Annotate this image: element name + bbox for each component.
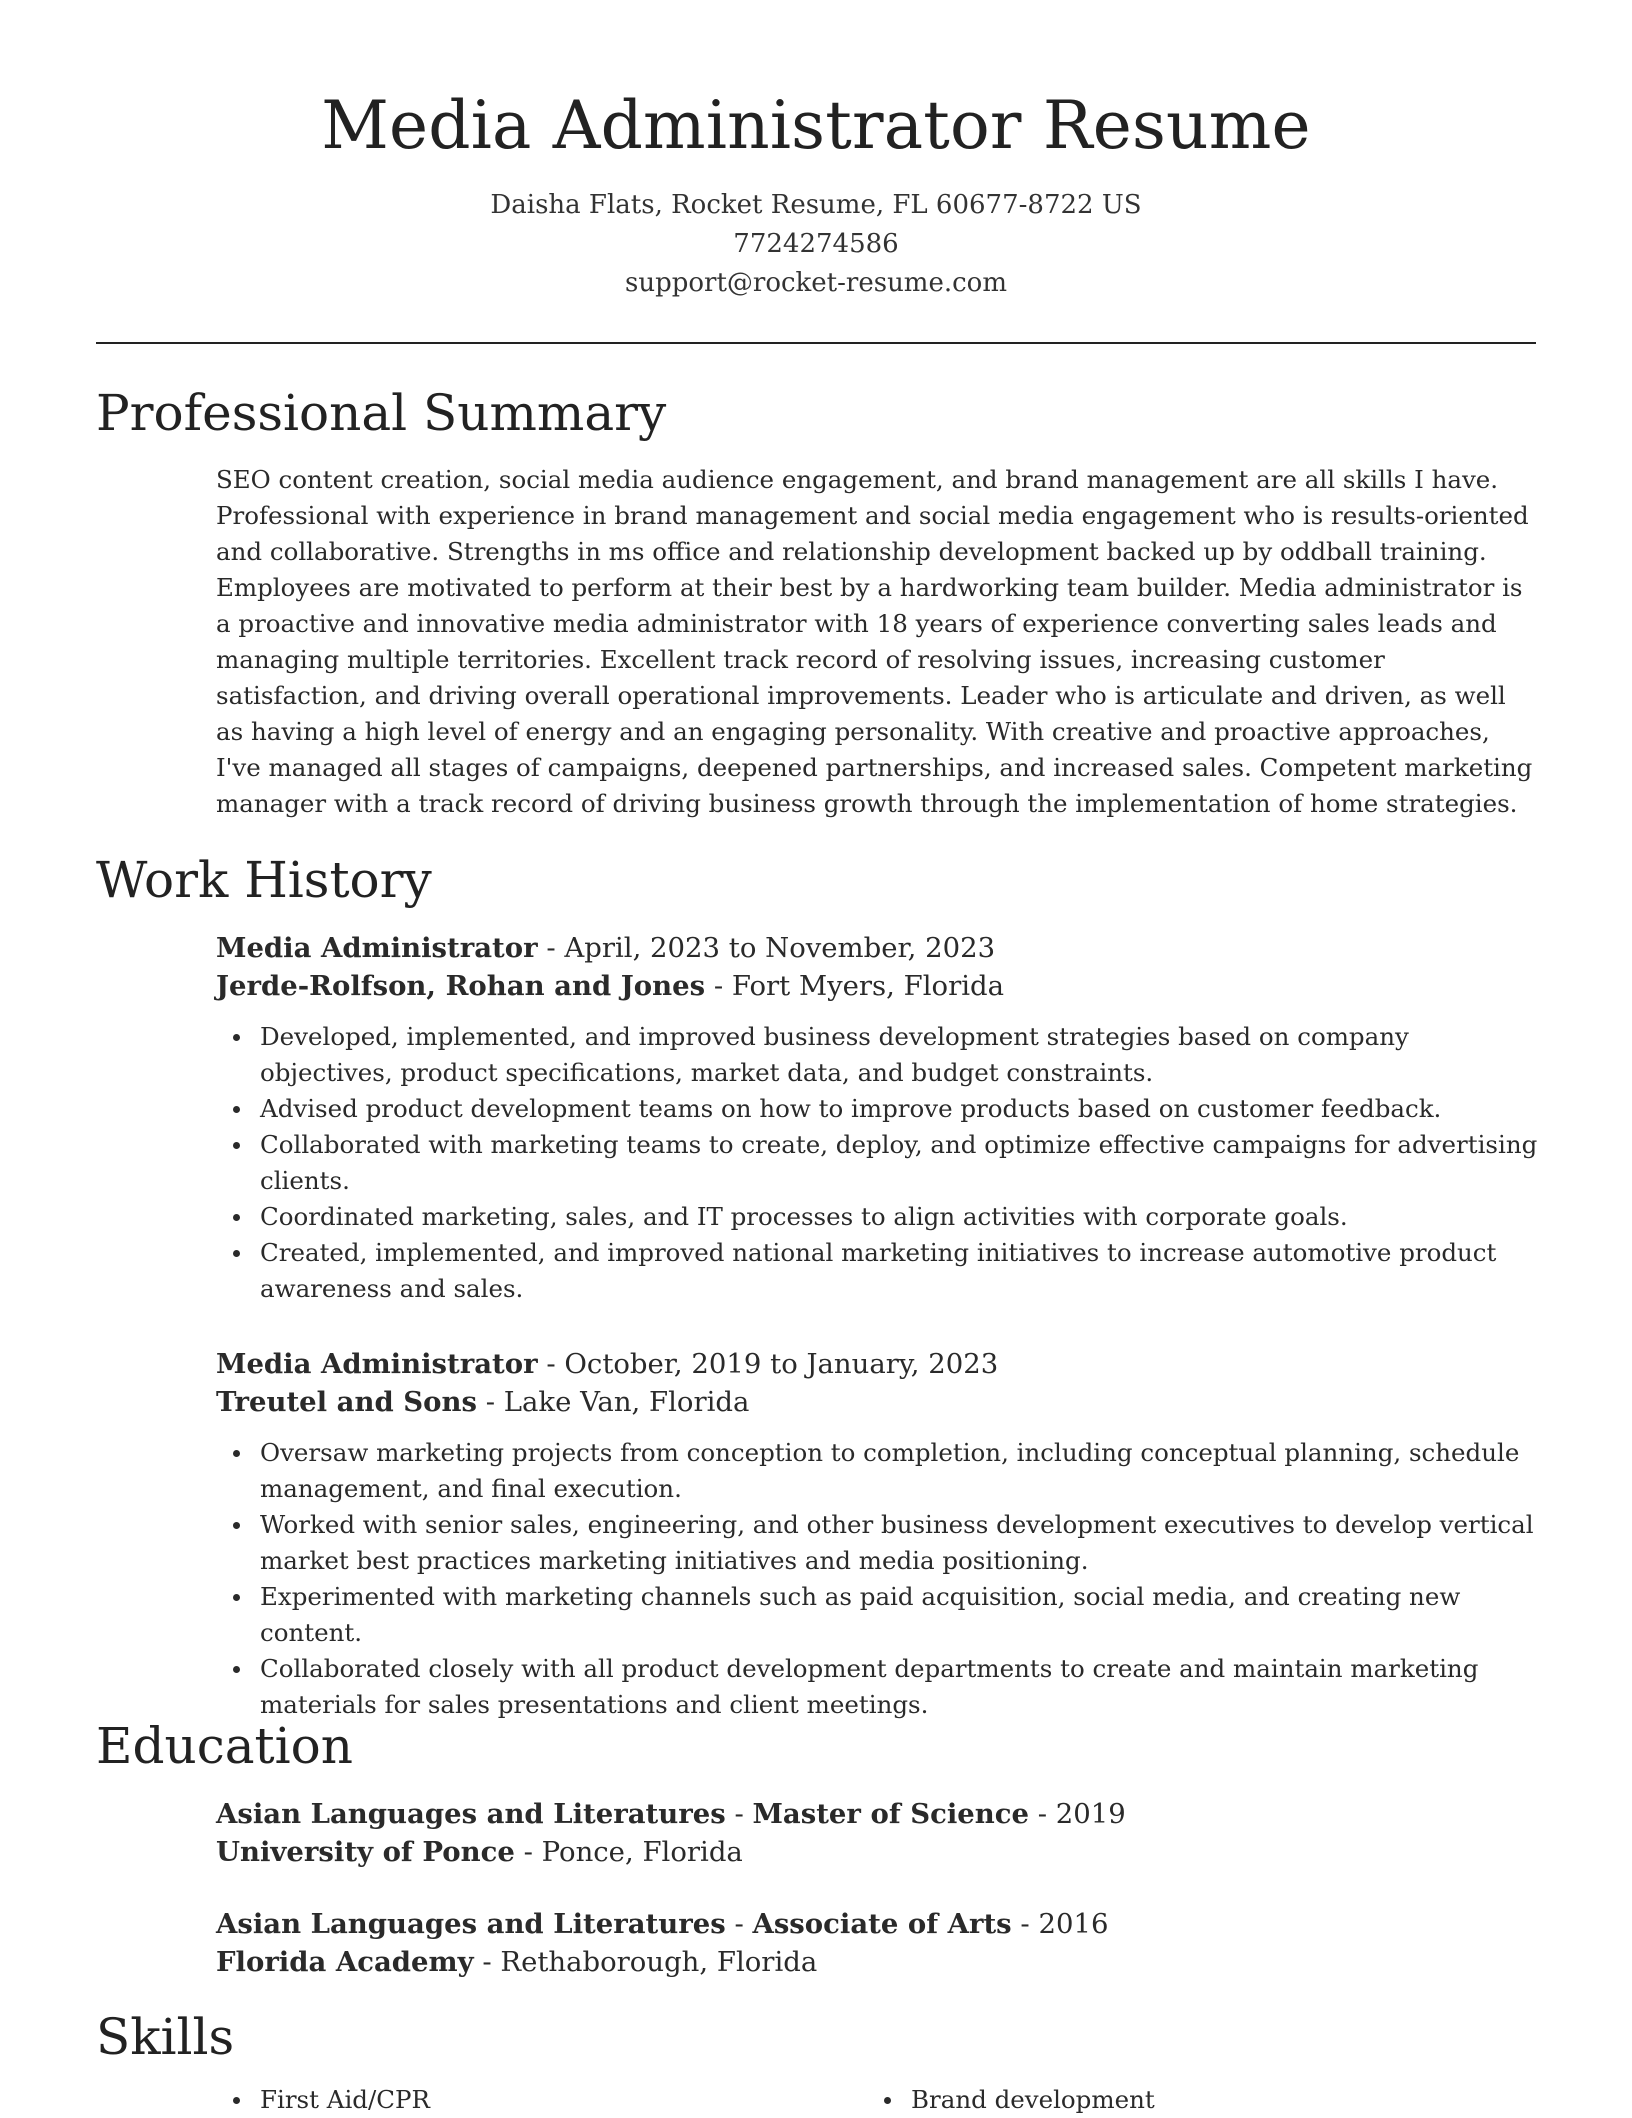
skills-heading: Skills — [96, 2008, 235, 2066]
education-school-line: University of Ponce - Ponce, Florida — [216, 1836, 743, 1868]
job-title-line: Media Administrator - October, 2019 to January, 2023 — [216, 1348, 999, 1380]
job-bullet: Coordinated marketing, sales, and IT processes to align activities with corporate goals. — [260, 1199, 1538, 1235]
education-year: 2016 — [1038, 1908, 1109, 1940]
summary-section — [216, 462, 1538, 822]
job-bullets — [216, 1435, 1538, 1723]
skills-bullets — [867, 2082, 1155, 2118]
contact-phone: 7724274586 — [733, 229, 899, 259]
job-company-line: Treutel and Sons - Lake Van, Florida — [216, 1386, 750, 1418]
education-degree: Master of Science — [752, 1798, 1030, 1830]
job-company: Treutel and Sons — [216, 1386, 477, 1418]
education-location: Rethaborough, Florida — [500, 1946, 818, 1978]
job-title: Media Administrator — [216, 1348, 538, 1380]
skills-column-left — [216, 2082, 430, 2118]
job-bullet: Collaborated with marketing teams to create, deploy, and optimize effective campaigns for advertising clients. — [260, 1127, 1538, 1199]
skills-bullets — [216, 2082, 430, 2118]
job-location: Lake Van, Florida — [503, 1386, 750, 1418]
job-bullet: Worked with senior sales, engineering, and other business development executives to develop vertical market best practices marketing initiatives and media positioning. — [260, 1507, 1538, 1579]
education-entry — [216, 1905, 1538, 1981]
job-title-line: Media Administrator - April, 2023 to November, 2023 — [216, 932, 996, 964]
education-degree-line: Asian Languages and Literatures - Master of Science - 2019 — [216, 1798, 1126, 1830]
education-school-line: Florida Academy - Rethaborough, Florida — [216, 1946, 818, 1978]
skill-item: Brand development — [911, 2082, 1155, 2118]
education-field: Asian Languages and Literatures — [216, 1798, 726, 1830]
job-title: Media Administrator — [216, 932, 538, 964]
job-bullet: Created, implemented, and improved national marketing initiatives to increase automotive product awareness and sales. — [260, 1235, 1538, 1307]
education-school: Florida Academy — [216, 1946, 474, 1978]
job-bullet: Experimented with marketing channels such as paid acquisition, social media, and creating new content. — [260, 1579, 1538, 1651]
education-heading: Education — [96, 1717, 353, 1775]
education-year: 2019 — [1055, 1798, 1126, 1830]
header-divider — [96, 342, 1536, 344]
education-school: University of Ponce — [216, 1836, 515, 1868]
job-bullets — [216, 1019, 1538, 1307]
education-field: Asian Languages and Literatures — [216, 1908, 726, 1940]
education-entry — [216, 1795, 1538, 1871]
job-bullet: Developed, implemented, and improved business development strategies based on company objectives, product specifications, market data, and budget constraints. — [260, 1019, 1538, 1091]
summary-text: SEO content creation, social media audience engagement, and brand management are all skills I have. Professional with experience in brand management and social media engagement who is results-oriented and collaborative. Strengths in ms office and relationship development backed up by oddball training. Employees are motivated to perform at their best by a hardworking team builder. Media administrator is a proactive and innovative media administrator with 18 years of experience converting sales leads and managing multiple territories. Excellent track record of resolving issues, increasing customer satisfaction, and driving overall operational improvements. Leader who is articulate and driven, as well as having a high level of energy and an engaging personality. With creative and proactive approaches, I've managed all stages of campaigns, deepened partnerships, and increased sales. Competent marketing manager with a track record of driving business growth through the implementation of home strategies. — [216, 465, 1533, 818]
job-company: Jerde-Rolfson, Rohan and Jones — [216, 970, 706, 1002]
contact-email: support@rocket-resume.com — [624, 268, 1007, 298]
job-dates: April, 2023 to November, 2023 — [564, 932, 996, 964]
contact-info — [96, 186, 1536, 303]
job-entry — [216, 929, 1538, 1307]
job-dates: October, 2019 to January, 2023 — [564, 1348, 999, 1380]
resume-title: Media Administrator Resume — [321, 87, 1311, 164]
skills-column-right — [867, 2082, 1155, 2118]
job-entry — [216, 1345, 1538, 1723]
education-degree: Associate of Arts — [752, 1908, 1012, 1940]
job-bullet: Advised product development teams on how to improve products based on customer feedback. — [260, 1091, 1538, 1127]
job-location: Fort Myers, Florida — [731, 970, 1005, 1002]
education-degree-line: Asian Languages and Literatures - Associate of Arts - 2016 — [216, 1908, 1109, 1940]
work-history-heading: Work History — [96, 851, 432, 909]
job-company-line: Jerde-Rolfson, Rohan and Jones - Fort Myers, Florida — [216, 970, 1005, 1002]
skill-item: First Aid/CPR — [260, 2082, 430, 2118]
summary-heading: Professional Summary — [96, 384, 667, 442]
contact-address: Daisha Flats, Rocket Resume, FL 60677-8722 US — [490, 190, 1142, 220]
resume-header — [96, 86, 1536, 303]
education-location: Ponce, Florida — [541, 1836, 743, 1868]
job-bullet: Oversaw marketing projects from conception to completion, including conceptual planning, schedule management, and final execution. — [260, 1435, 1538, 1507]
job-bullet: Collaborated closely with all product development departments to create and maintain marketing materials for sales presentations and client meetings. — [260, 1651, 1538, 1723]
